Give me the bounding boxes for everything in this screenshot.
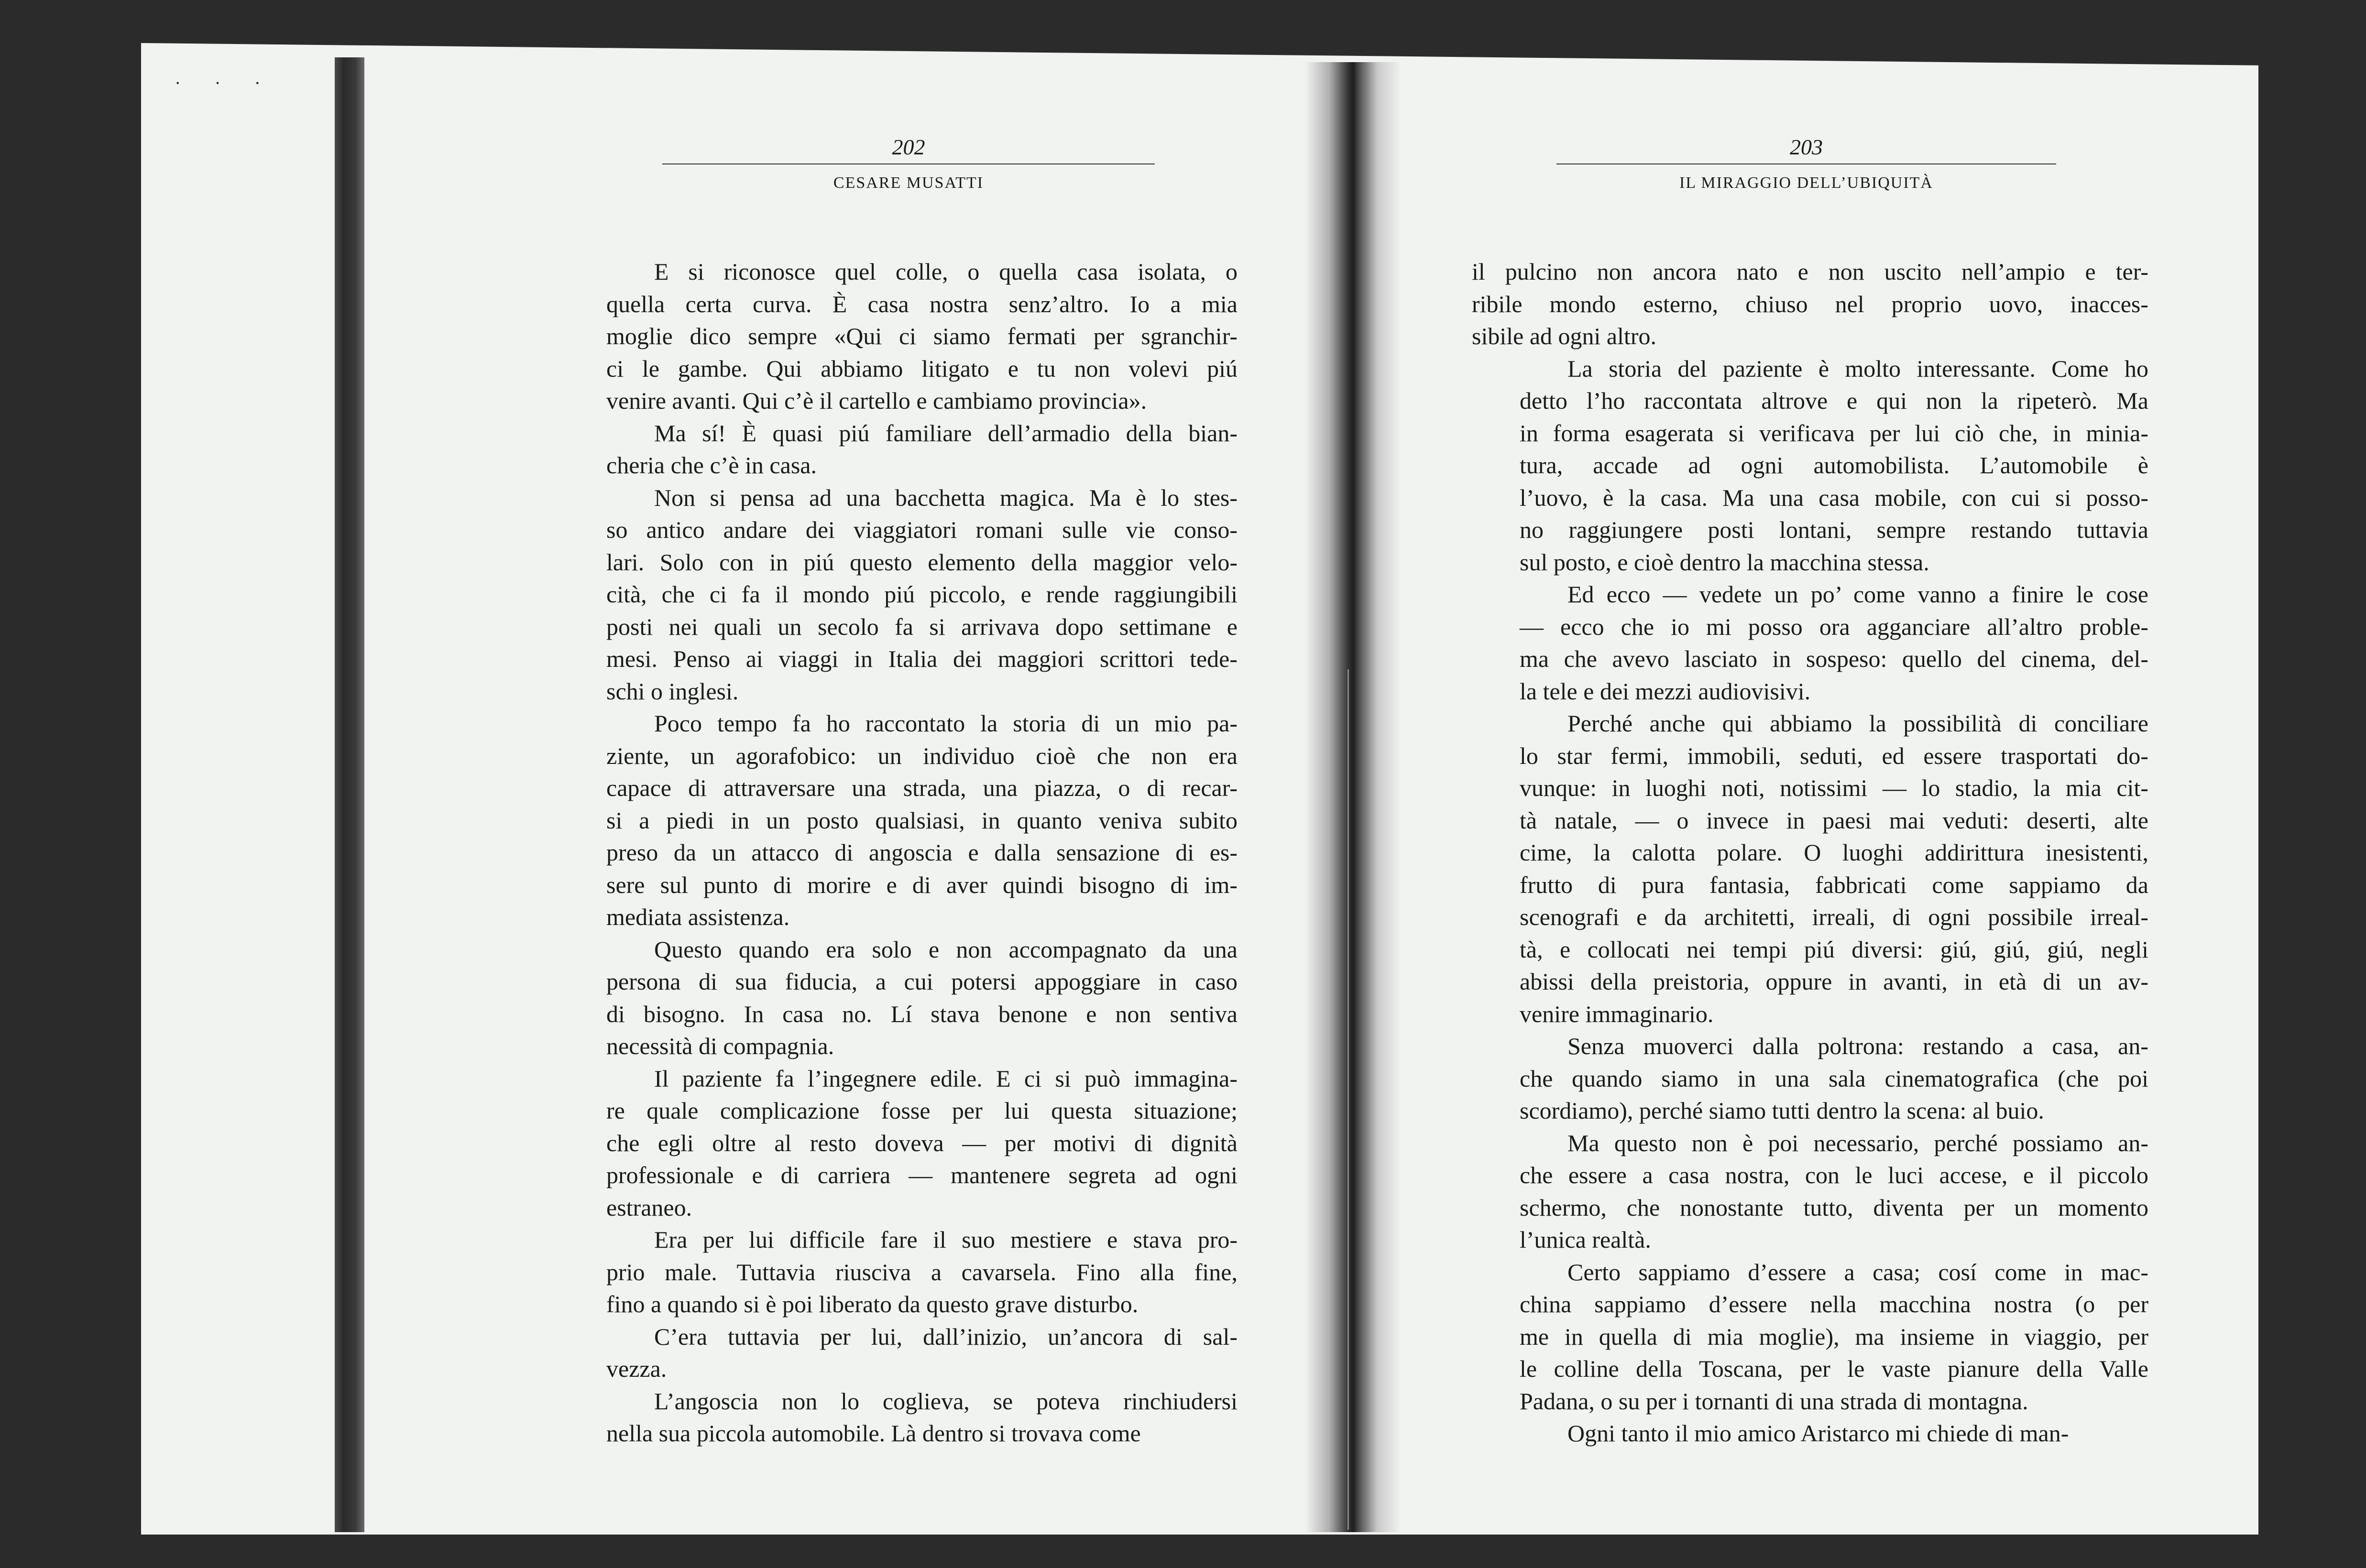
text-line: scordiamo), perché siamo tutti dentro la scena: al buio.	[1520, 1097, 2044, 1124]
text-line: sul posto, e cioè dentro la macchina stessa.	[1520, 548, 1929, 576]
text-line: E si riconosce quel colle, o quella casa isolata, o	[654, 258, 1238, 285]
text-line: cità, che ci fa il mondo piú piccolo, e rende raggiungibili	[606, 581, 1238, 608]
paragraph	[1472, 1256, 2148, 1418]
text-line: Questo quando era solo e non accompagnato da una	[654, 936, 1238, 963]
text-line: Senza muoverci dalla poltrona: restando a casa, an-	[1567, 1033, 2148, 1059]
paragraph	[1472, 353, 2148, 579]
book-gutter-shadow	[1305, 62, 1401, 1532]
text-line: quella certa curva. È casa nostra senz’altro. Io a mia	[606, 290, 1238, 317]
scan-edge-shadow	[335, 57, 364, 1532]
text-line: C’era tuttavia per lui, dall’inizio, un’ancora di sal-	[654, 1323, 1238, 1350]
text-line: Era per lui difficile fare il suo mestiere e stava pro-	[654, 1226, 1238, 1253]
text-line: scenografi e da architetti, irreali, di ogni possibile irreal-	[1520, 904, 2148, 930]
right-page-text	[1472, 256, 2148, 1450]
paragraph	[559, 934, 1238, 1063]
text-line: abissi della preistoria, oppure in avanti, in età di un av-	[1520, 968, 2148, 995]
text-line: ziente, un agorafobico: un individuo cioè che non era	[606, 742, 1238, 769]
text-line: si a piedi in un posto qualsiasi, in quanto veniva subito	[606, 806, 1238, 834]
text-line: mediata assistenza.	[606, 904, 790, 930]
text-line: mesi. Penso ai viaggi in Italia dei maggiori scrittori tede-	[606, 645, 1238, 672]
text-line: venire immaginario.	[1520, 1000, 1714, 1027]
text-line: venire avanti. Qui c’è il cartello e cambiamo provincia».	[606, 387, 1147, 414]
text-line: Ma sí! È quasi piú familiare dell’armadio della bian-	[654, 419, 1238, 446]
left-page-header	[662, 134, 1155, 192]
text-line: capace di attraversare una strada, una piazza, o di recar-	[606, 774, 1238, 801]
paragraph	[559, 256, 1238, 417]
text-line: L’angoscia non lo coglieva, se poteva rinchiudersi	[654, 1387, 1238, 1415]
text-line: di bisogno. In casa no. Lí stava benone e non sentiva	[606, 1000, 1238, 1027]
text-line: l’unica realtà.	[1520, 1226, 1651, 1253]
paragraph	[1472, 708, 2148, 1030]
text-line: preso da un attacco di angoscia e dalla sensazione di es-	[606, 839, 1238, 866]
text-line: Perché anche qui abbiamo la possibilità di conciliare	[1567, 710, 2148, 737]
text-line: professionale e di carriera — mantenere segreta ad ogni	[606, 1162, 1238, 1188]
right-page-header	[1556, 134, 2056, 192]
page-number: 202	[892, 135, 925, 159]
text-line: me in quella di mia moglie), ma insieme in viaggio, per	[1520, 1323, 2148, 1350]
text-line: lo star fermi, immobili, seduti, ed essere trasportati do-	[1520, 742, 2148, 769]
text-line: in forma esagerata si verificava per lui ciò che, in minia-	[1520, 419, 2148, 446]
text-line: la tele e dei mezzi audiovisivi.	[1520, 677, 1811, 705]
text-line: ci le gambe. Qui abbiamo litigato e tu non volevi piú	[606, 355, 1238, 382]
text-line: Non si pensa ad una bacchetta magica. Ma è lo stes-	[654, 484, 1238, 511]
text-line: lari. Solo con in piú questo elemento della maggior velo-	[606, 548, 1238, 576]
text-line: schermo, che nonostante tutto, diventa per un momento	[1520, 1194, 2148, 1221]
paragraph	[559, 1385, 1238, 1450]
text-line: fino a quando si è poi liberato da questo grave disturbo.	[606, 1291, 1139, 1318]
text-line: schi o inglesi.	[606, 677, 739, 705]
text-line: prio male. Tuttavia riusciva a cavarsela. Fino alla fine,	[606, 1258, 1238, 1285]
paragraph	[559, 1321, 1238, 1385]
text-line: detto l’ho raccontata altrove e qui non la ripeterò. Ma	[1520, 387, 2148, 414]
text-line: china sappiamo d’essere nella macchina nostra (o per	[1520, 1291, 2148, 1318]
paragraph	[559, 417, 1238, 482]
text-line: frutto di pura fantasia, fabbricati come sappiamo da	[1520, 871, 2148, 898]
left-page-text	[559, 256, 1238, 1450]
text-line: tà, e collocati nei tempi piú diversi: giú, giú, giú, negli	[1520, 936, 2148, 963]
text-line: tura, accade ad ogni automobilista. L’automobile è	[1520, 452, 2148, 479]
text-line: so antico andare dei viaggiatori romani sulle vie conso-	[606, 516, 1238, 543]
text-line: cime, la calotta polare. O luoghi addirittura inesistenti,	[1520, 839, 2148, 866]
text-line: nella sua piccola automobile. Là dentro si trovava come	[606, 1420, 1141, 1447]
paragraph	[1472, 1030, 2148, 1127]
text-line: Ogni tanto il mio amico Aristarco mi chiede di man-	[1567, 1420, 2069, 1447]
text-line: — ecco che io mi posso ora agganciare all’altro proble-	[1520, 613, 2148, 640]
text-line: vunque: in luoghi noti, notissimi — lo stadio, la mia cit-	[1520, 774, 2148, 801]
text-line: no raggiungere posti lontani, sempre restando tuttavia	[1520, 516, 2148, 543]
page-number: 203	[1790, 135, 1823, 159]
text-line: ma che avevo lasciato in sospeso: quello del cinema, del-	[1520, 645, 2148, 672]
text-line: persona di sua fiducia, a cui potersi appoggiare in caso	[606, 968, 1238, 995]
text-line: vezza.	[606, 1355, 667, 1382]
text-line: cheria che c’è in casa.	[606, 452, 817, 479]
text-line: Certo sappiamo d’essere a casa; cosí come in mac-	[1567, 1258, 2148, 1285]
paragraph	[1472, 1127, 2148, 1256]
header-rule	[662, 163, 1155, 164]
paragraph	[559, 708, 1238, 934]
text-line: re quale complicazione fosse per lui questa situazione;	[606, 1097, 1238, 1124]
paragraph	[1472, 1417, 2148, 1450]
header-rule	[1556, 163, 2056, 164]
text-line: le colline della Toscana, per le vaste pianure della Valle	[1520, 1355, 2148, 1382]
text-line: ribile mondo esterno, chiuso nel proprio uovo, inacces-	[1472, 290, 2148, 317]
paragraph	[559, 482, 1238, 708]
text-line: Il paziente fa l’ingegnere edile. E ci si può immagina-	[654, 1065, 1238, 1092]
paragraph	[1472, 578, 2148, 708]
text-line: sibile ad ogni altro.	[1472, 323, 1657, 349]
text-line: che egli oltre al resto doveva — per motivi di dignità	[606, 1129, 1238, 1156]
fold-crease	[1347, 669, 1349, 1530]
paragraph	[559, 1063, 1238, 1224]
text-line: necessità di compagnia.	[606, 1033, 834, 1059]
text-line: sere sul punto di morire e di aver quindi bisogno di im-	[606, 871, 1238, 898]
text-line: l’uovo, è la casa. Ma una casa mobile, con cui si posso-	[1520, 484, 2148, 511]
text-line: Padana, o su per i tornanti di una strada di montagna.	[1520, 1387, 2028, 1415]
paragraph	[559, 1224, 1238, 1321]
text-line: Poco tempo fa ho raccontato la storia di un mio pa-	[654, 710, 1238, 737]
text-line: posti nei quali un secolo fa si arrivava dopo settimane e	[606, 613, 1238, 640]
text-line: tà natale, — o invece in paesi mai veduti: deserti, alte	[1520, 806, 2148, 834]
text-line: estraneo.	[606, 1194, 692, 1221]
paragraph	[1472, 256, 2148, 353]
text-line: moglie dico sempre «Qui ci siamo fermati per sgranchir-	[606, 323, 1238, 349]
running-head: CESARE MUSATTI	[833, 174, 984, 192]
text-line: Ed ecco — vedete un po’ come vanno a finire le cose	[1567, 581, 2148, 608]
text-line: il pulcino non ancora nato e non uscito nell’ampio e ter-	[1472, 258, 2148, 285]
text-line: che quando siamo in una sala cinematografica (che poi	[1520, 1065, 2148, 1092]
speck-marks: · · ·	[175, 72, 275, 94]
text-line: La storia del paziente è molto interessante. Come ho	[1567, 355, 2148, 382]
text-line: che essere a casa nostra, con le luci accese, e il piccolo	[1520, 1162, 2148, 1188]
text-line: Ma questo non è poi necessario, perché possiamo an-	[1567, 1129, 2148, 1156]
running-head: IL MIRAGGIO DELL’UBIQUITÀ	[1679, 174, 1933, 192]
